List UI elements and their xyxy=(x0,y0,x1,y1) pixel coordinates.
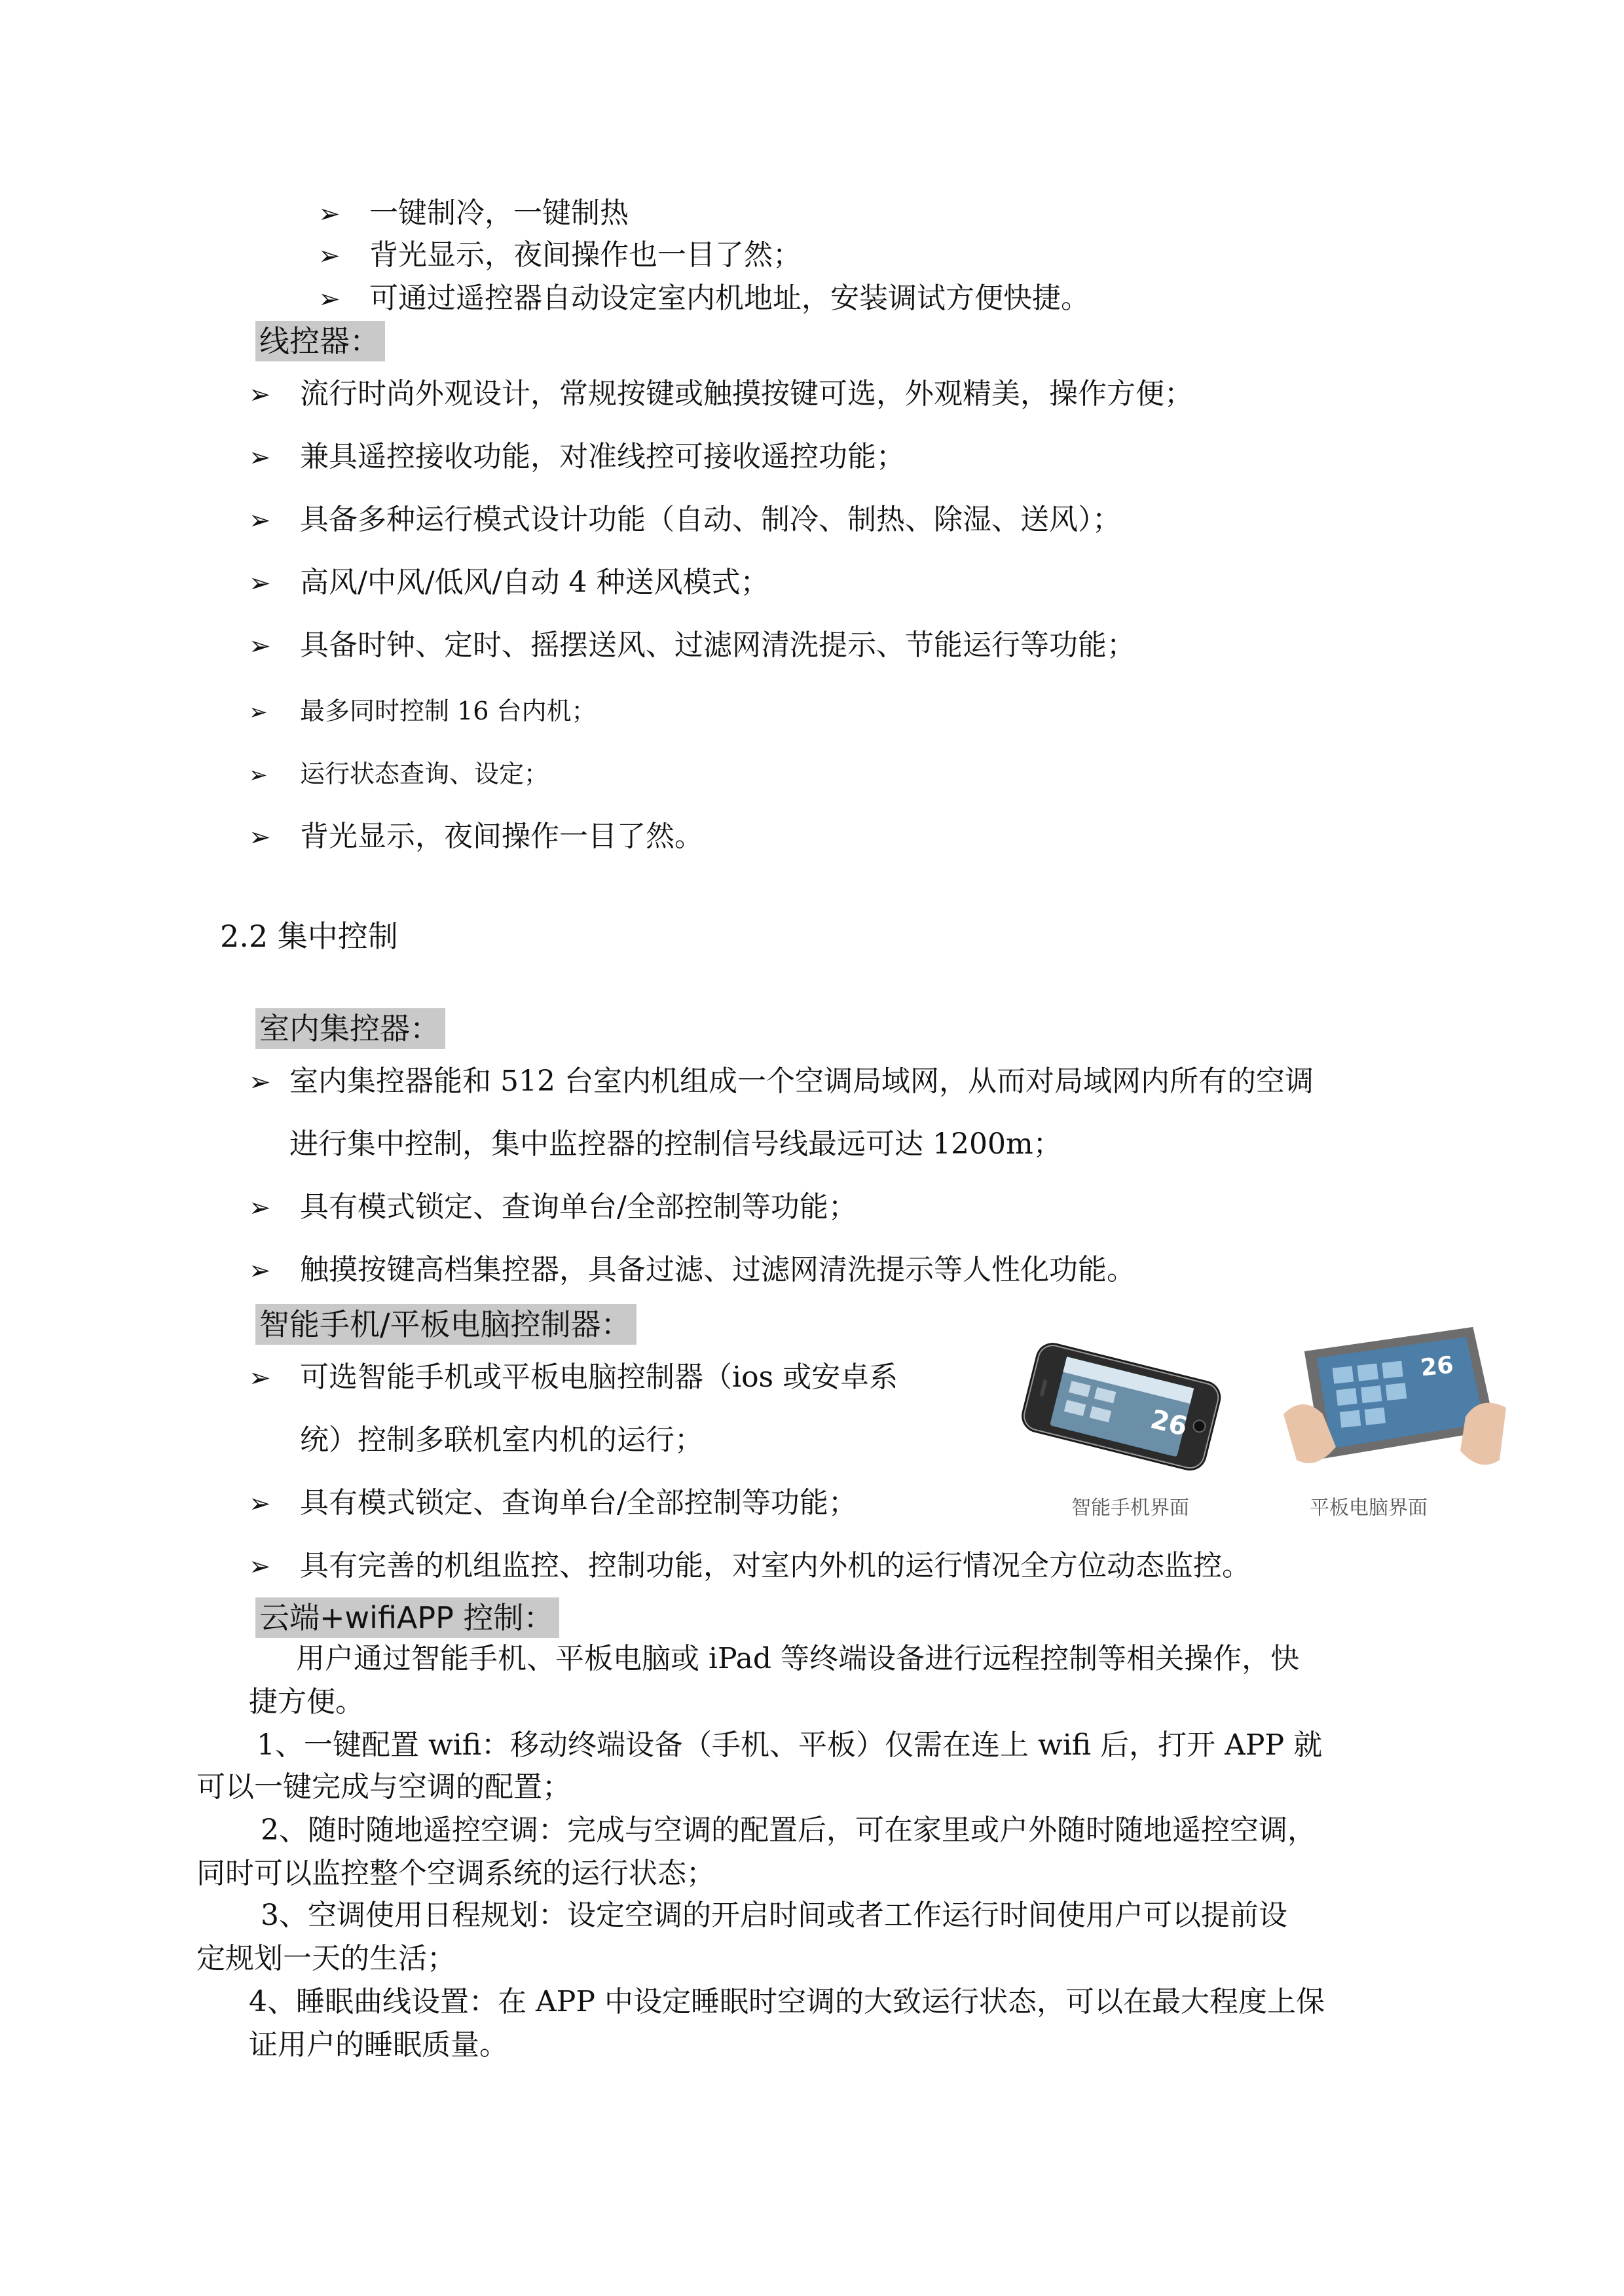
cloud-item-line: 1、一键配置 wifi：移动终端设备（手机、平板）仅需在连上 wifi 后，打开 APP 就 xyxy=(257,1728,1323,1762)
arrow-bullet-icon: ➢ xyxy=(249,1067,271,1097)
section-title: 2.2 集中控制 xyxy=(220,919,398,954)
arrow-bullet-icon: ➢ xyxy=(249,699,268,725)
cloud-intro-line: 捷方便。 xyxy=(249,1685,364,1719)
arrow-bullet-icon: ➢ xyxy=(249,1193,271,1223)
cloud-item-line: 可以一键完成与空调的配置； xyxy=(196,1770,571,1804)
wired-bullet: ➢ 流行时尚外观设计，常规按键或触摸按键可选，外观精美，操作方便； xyxy=(249,376,1193,413)
phone-screen-temperature: 26 xyxy=(1147,1404,1190,1443)
cloud-item-line: 4、睡眠曲线设置：在 APP 中设定睡眠时空调的大致运行状态，可以在最大程度上保 xyxy=(249,1985,1325,2018)
central-bullet: ➢ 具有模式锁定、查询单台/全部控制等功能； xyxy=(249,1189,857,1226)
smart-bullet: ➢ 具有完善的机组监控、控制功能，对室内外机的运行情况全方位动态监控。 xyxy=(249,1548,1251,1585)
intro-bullet: ➢ 背光显示，夜间操作也一目了然； xyxy=(318,237,802,274)
arrow-bullet-icon: ➢ xyxy=(249,1552,271,1582)
wired-bullet: ➢ 具备时钟、定时、摇摆送风、过滤网清洗提示、节能运行等功能； xyxy=(249,627,1135,665)
smartphone-image xyxy=(1008,1329,1231,1480)
tablet-image xyxy=(1283,1316,1506,1480)
arrow-bullet-icon: ➢ xyxy=(249,1363,271,1393)
smart-controller-heading: 智能手机/平板电脑控制器： xyxy=(255,1304,637,1345)
phone-caption: 智能手机界面 xyxy=(1071,1497,1189,1520)
smart-bullet: ➢ 具有模式锁定、查询单台/全部控制等功能； xyxy=(249,1485,857,1522)
tablet-caption: 平板电脑界面 xyxy=(1310,1497,1428,1520)
intro-bullet: ➢ 可通过遥控器自动设定室内机地址，安装调试方便快捷。 xyxy=(318,280,1090,318)
cloud-item-line: 证用户的睡眠质量。 xyxy=(249,2028,508,2062)
arrow-bullet-icon: ➢ xyxy=(249,1256,271,1286)
wired-bullet: ➢ 运行状态查询、设定； xyxy=(249,756,549,793)
arrow-bullet-icon: ➢ xyxy=(318,199,341,229)
wired-bullet: ➢ 高风/中风/低风/自动 4 种送风模式； xyxy=(249,564,769,602)
wired-bullet: ➢ 背光显示，夜间操作一目了然。 xyxy=(249,818,703,856)
smart-bullet-continuation: 统）控制多联机室内机的运行； xyxy=(300,1423,703,1457)
arrow-bullet-icon: ➢ xyxy=(249,380,271,410)
cloud-app-heading: 云端+wifiAPP 控制： xyxy=(255,1597,559,1638)
central-bullet: ➢ 触摸按键高档集控器，具备过滤、过滤网清洗提示等人性化功能。 xyxy=(249,1252,1135,1289)
cloud-item-line: 3、空调使用日程规划：设定空调的开启时间或者工作运行时间使用户可以提前设 xyxy=(261,1899,1287,1932)
arrow-bullet-icon: ➢ xyxy=(249,568,271,598)
wired-bullet: ➢ 兼具遥控接收功能，对准线控可接收遥控功能； xyxy=(249,439,905,476)
arrow-bullet-icon: ➢ xyxy=(249,443,271,473)
wired-bullet: ➢ 具备多种运行模式设计功能（自动、制冷、制热、除湿、送风）； xyxy=(249,501,1121,539)
arrow-bullet-icon: ➢ xyxy=(249,1489,271,1519)
arrow-bullet-icon: ➢ xyxy=(318,284,341,314)
arrow-bullet-icon: ➢ xyxy=(249,505,271,536)
arrow-bullet-icon: ➢ xyxy=(249,631,271,661)
wired-controller-heading: 线控器： xyxy=(255,321,385,361)
arrow-bullet-icon: ➢ xyxy=(249,822,271,852)
tablet-screen-temperature: 26 xyxy=(1419,1351,1455,1382)
cloud-item-line: 2、随时随地遥控空调：完成与空调的配置后，可在家里或户外随时随地遥控空调， xyxy=(261,1813,1316,1847)
cloud-intro-line: 用户通过智能手机、平板电脑或 iPad 等终端设备进行远程控制等相关操作，快 xyxy=(296,1642,1300,1675)
arrow-bullet-icon: ➢ xyxy=(249,762,268,788)
arrow-bullet-icon: ➢ xyxy=(318,241,341,271)
cloud-item-line: 定规划一天的生活； xyxy=(196,1942,456,1975)
central-bullet: ➢ 室内集控器能和 512 台室内机组成一个空调局域网，从而对局域网内所有的空调 xyxy=(249,1063,1314,1101)
central-bullet-continuation: 进行集中控制，集中监控器的控制信号线最远可达 1200m； xyxy=(289,1127,1062,1161)
wired-bullet: ➢ 最多同时控制 16 台内机； xyxy=(249,693,597,731)
smart-bullet: ➢ 可选智能手机或平板电脑控制器（ios 或安卓系 xyxy=(249,1359,898,1396)
cloud-item-line: 同时可以监控整个空调系统的运行状态； xyxy=(196,1857,715,1890)
intro-bullet: ➢ 一键制冷，一键制热 xyxy=(318,195,629,232)
central-controller-heading: 室内集控器： xyxy=(255,1008,445,1049)
